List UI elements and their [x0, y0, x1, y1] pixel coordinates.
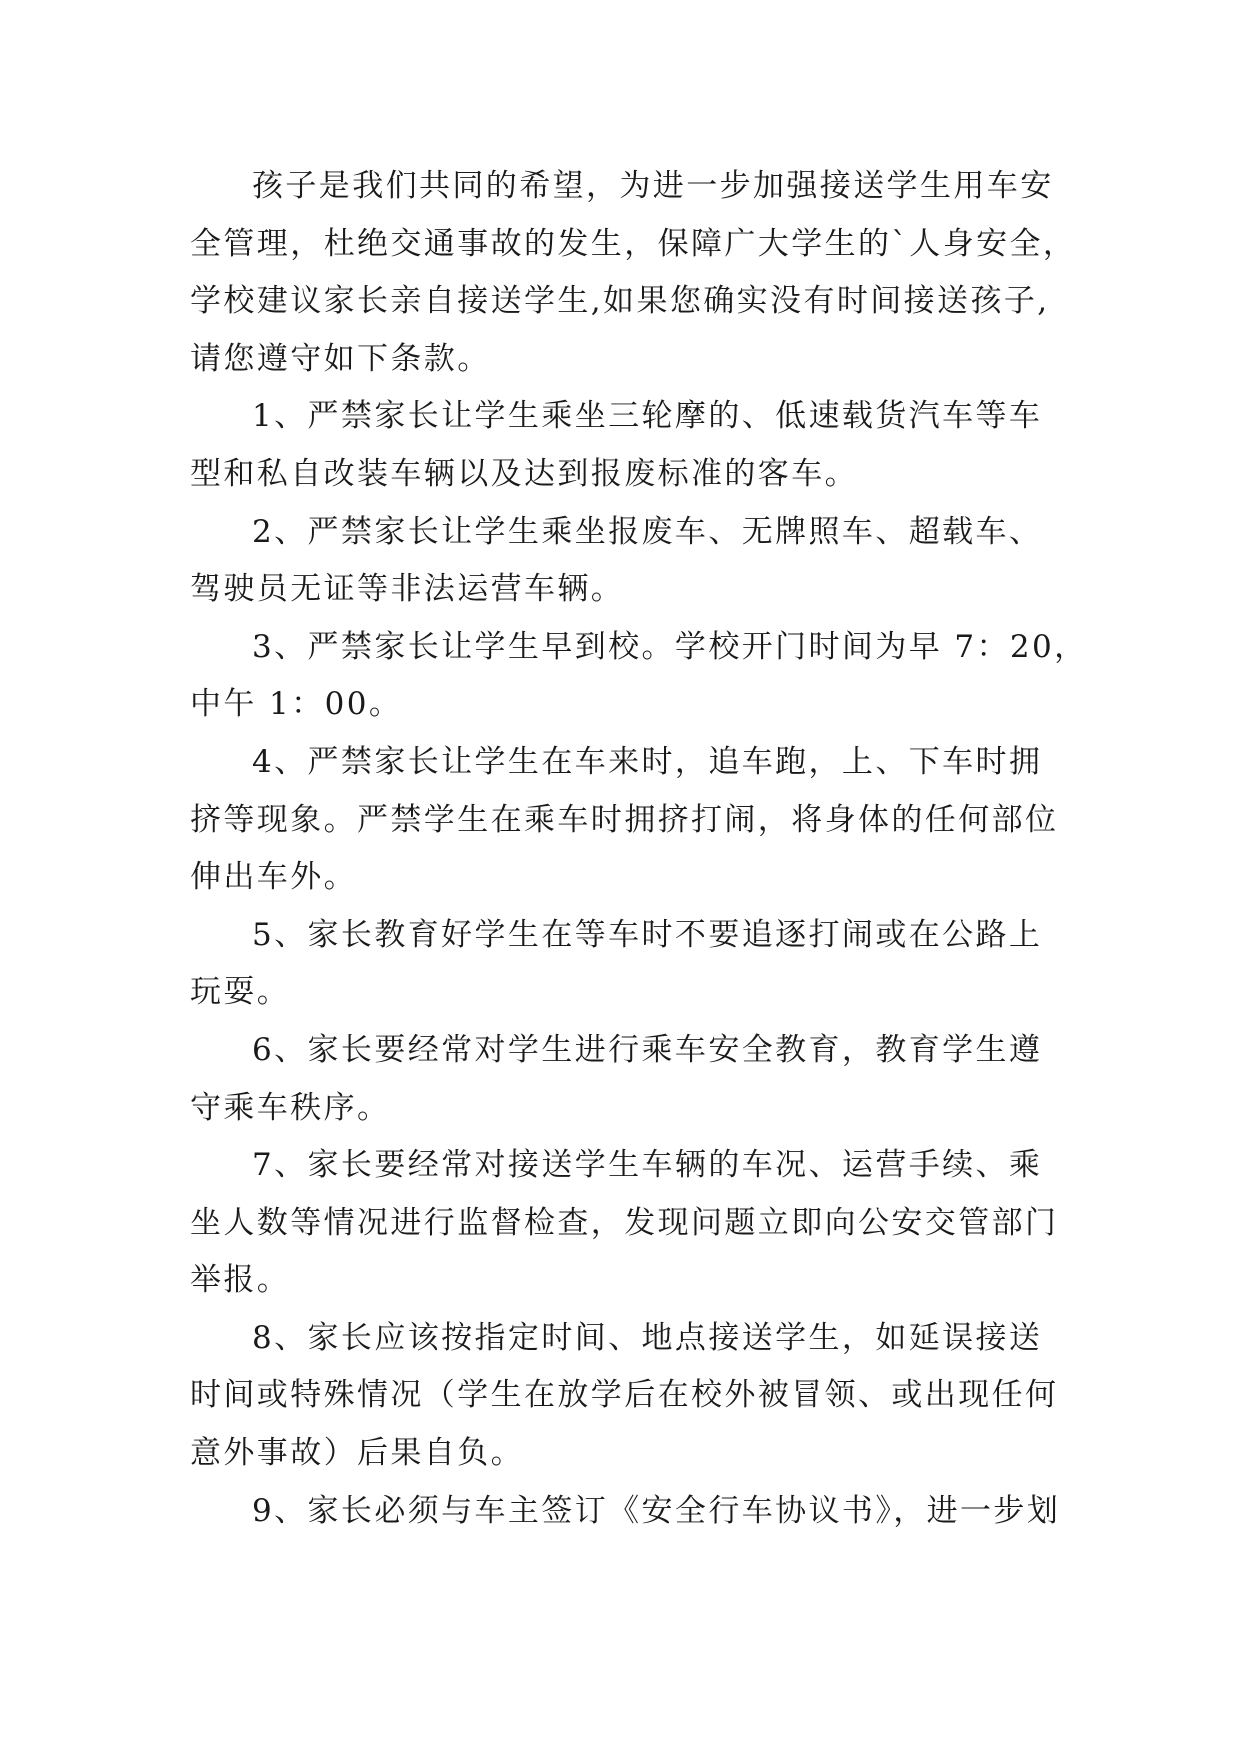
paragraph-line: 1、严禁家长让学生乘坐三轮摩的、低速载货汽车等车 — [252, 398, 1043, 435]
paragraph-1 — [190, 158, 1077, 388]
paragraph-line: 5、家长教育好学生在等车时不要追逐打闹或在公路上 — [252, 916, 1043, 953]
paragraph-line: 坐人数等情况进行监督检查，发现问题立即向公安交管部门 — [190, 1204, 1059, 1241]
paragraph-line: 时间或特殊情况（学生在放学后在校外被冒领、或出现任何 — [190, 1377, 1059, 1414]
paragraph-8 — [190, 1137, 1070, 1310]
paragraph-line: 伸出车外。 — [190, 859, 357, 896]
paragraph-line: 4、严禁家长让学生在车来时，追车跑，上、下车时拥 — [252, 743, 1043, 780]
paragraph-9 — [190, 1310, 1070, 1483]
paragraph-line: 9、家长必须与车主签订《安全行车协议书》，进一步划 — [252, 1492, 1061, 1529]
paragraph-line: 学校建议家长亲自接送学生,如果您确实没有时间接送孩子, — [190, 283, 1050, 320]
paragraph-line: 举报。 — [190, 1262, 291, 1299]
paragraph-line: 请您遵守如下条款。 — [190, 340, 491, 377]
paragraph-line: 7、家长要经常对接送学生车辆的车况、运营手续、乘 — [252, 1147, 1043, 1184]
paragraph-line: 孩子是我们共同的希望，为进一步加强接送学生用车安 — [252, 168, 1054, 204]
paragraph-10 — [190, 1483, 1070, 1541]
paragraph-line: 守乘车秩序。 — [190, 1089, 391, 1126]
paragraph-5 — [190, 734, 1070, 907]
paragraph-7 — [190, 1022, 1070, 1137]
paragraph-line: 8、家长应该按指定时间、地点接送学生，如延误接送 — [252, 1319, 1043, 1356]
paragraph-2 — [190, 388, 1070, 503]
paragraph-4 — [190, 619, 1088, 734]
paragraph-line: 玩耍。 — [190, 974, 291, 1011]
document-body — [190, 158, 1088, 1540]
paragraph-line: 6、家长要经常对学生进行乘车安全教育，教育学生遵 — [252, 1031, 1043, 1068]
paragraph-line: 驾驶员无证等非法运营车辆。 — [190, 571, 625, 608]
paragraph-line: 3、严禁家长让学生早到校。学校开门时间为早 7：20， — [252, 628, 1088, 665]
paragraph-line: 中午 1：00。 — [190, 686, 403, 723]
paragraph-line: 意外事故）后果自负。 — [190, 1435, 524, 1472]
paragraph-line: 2、严禁家长让学生乘坐报废车、无牌照车、超载车、 — [252, 513, 1043, 550]
paragraph-line: 全管理，杜绝交通事故的发生，保障广大学生的`人身安全， — [190, 225, 1077, 262]
paragraph-line: 型和私自改装车辆以及达到报废标准的客车。 — [190, 455, 858, 492]
paragraph-6 — [190, 907, 1070, 1022]
paragraph-line: 挤等现象。严禁学生在乘车时拥挤打闹，将身体的任何部位 — [190, 801, 1059, 838]
paragraph-3 — [190, 504, 1070, 619]
